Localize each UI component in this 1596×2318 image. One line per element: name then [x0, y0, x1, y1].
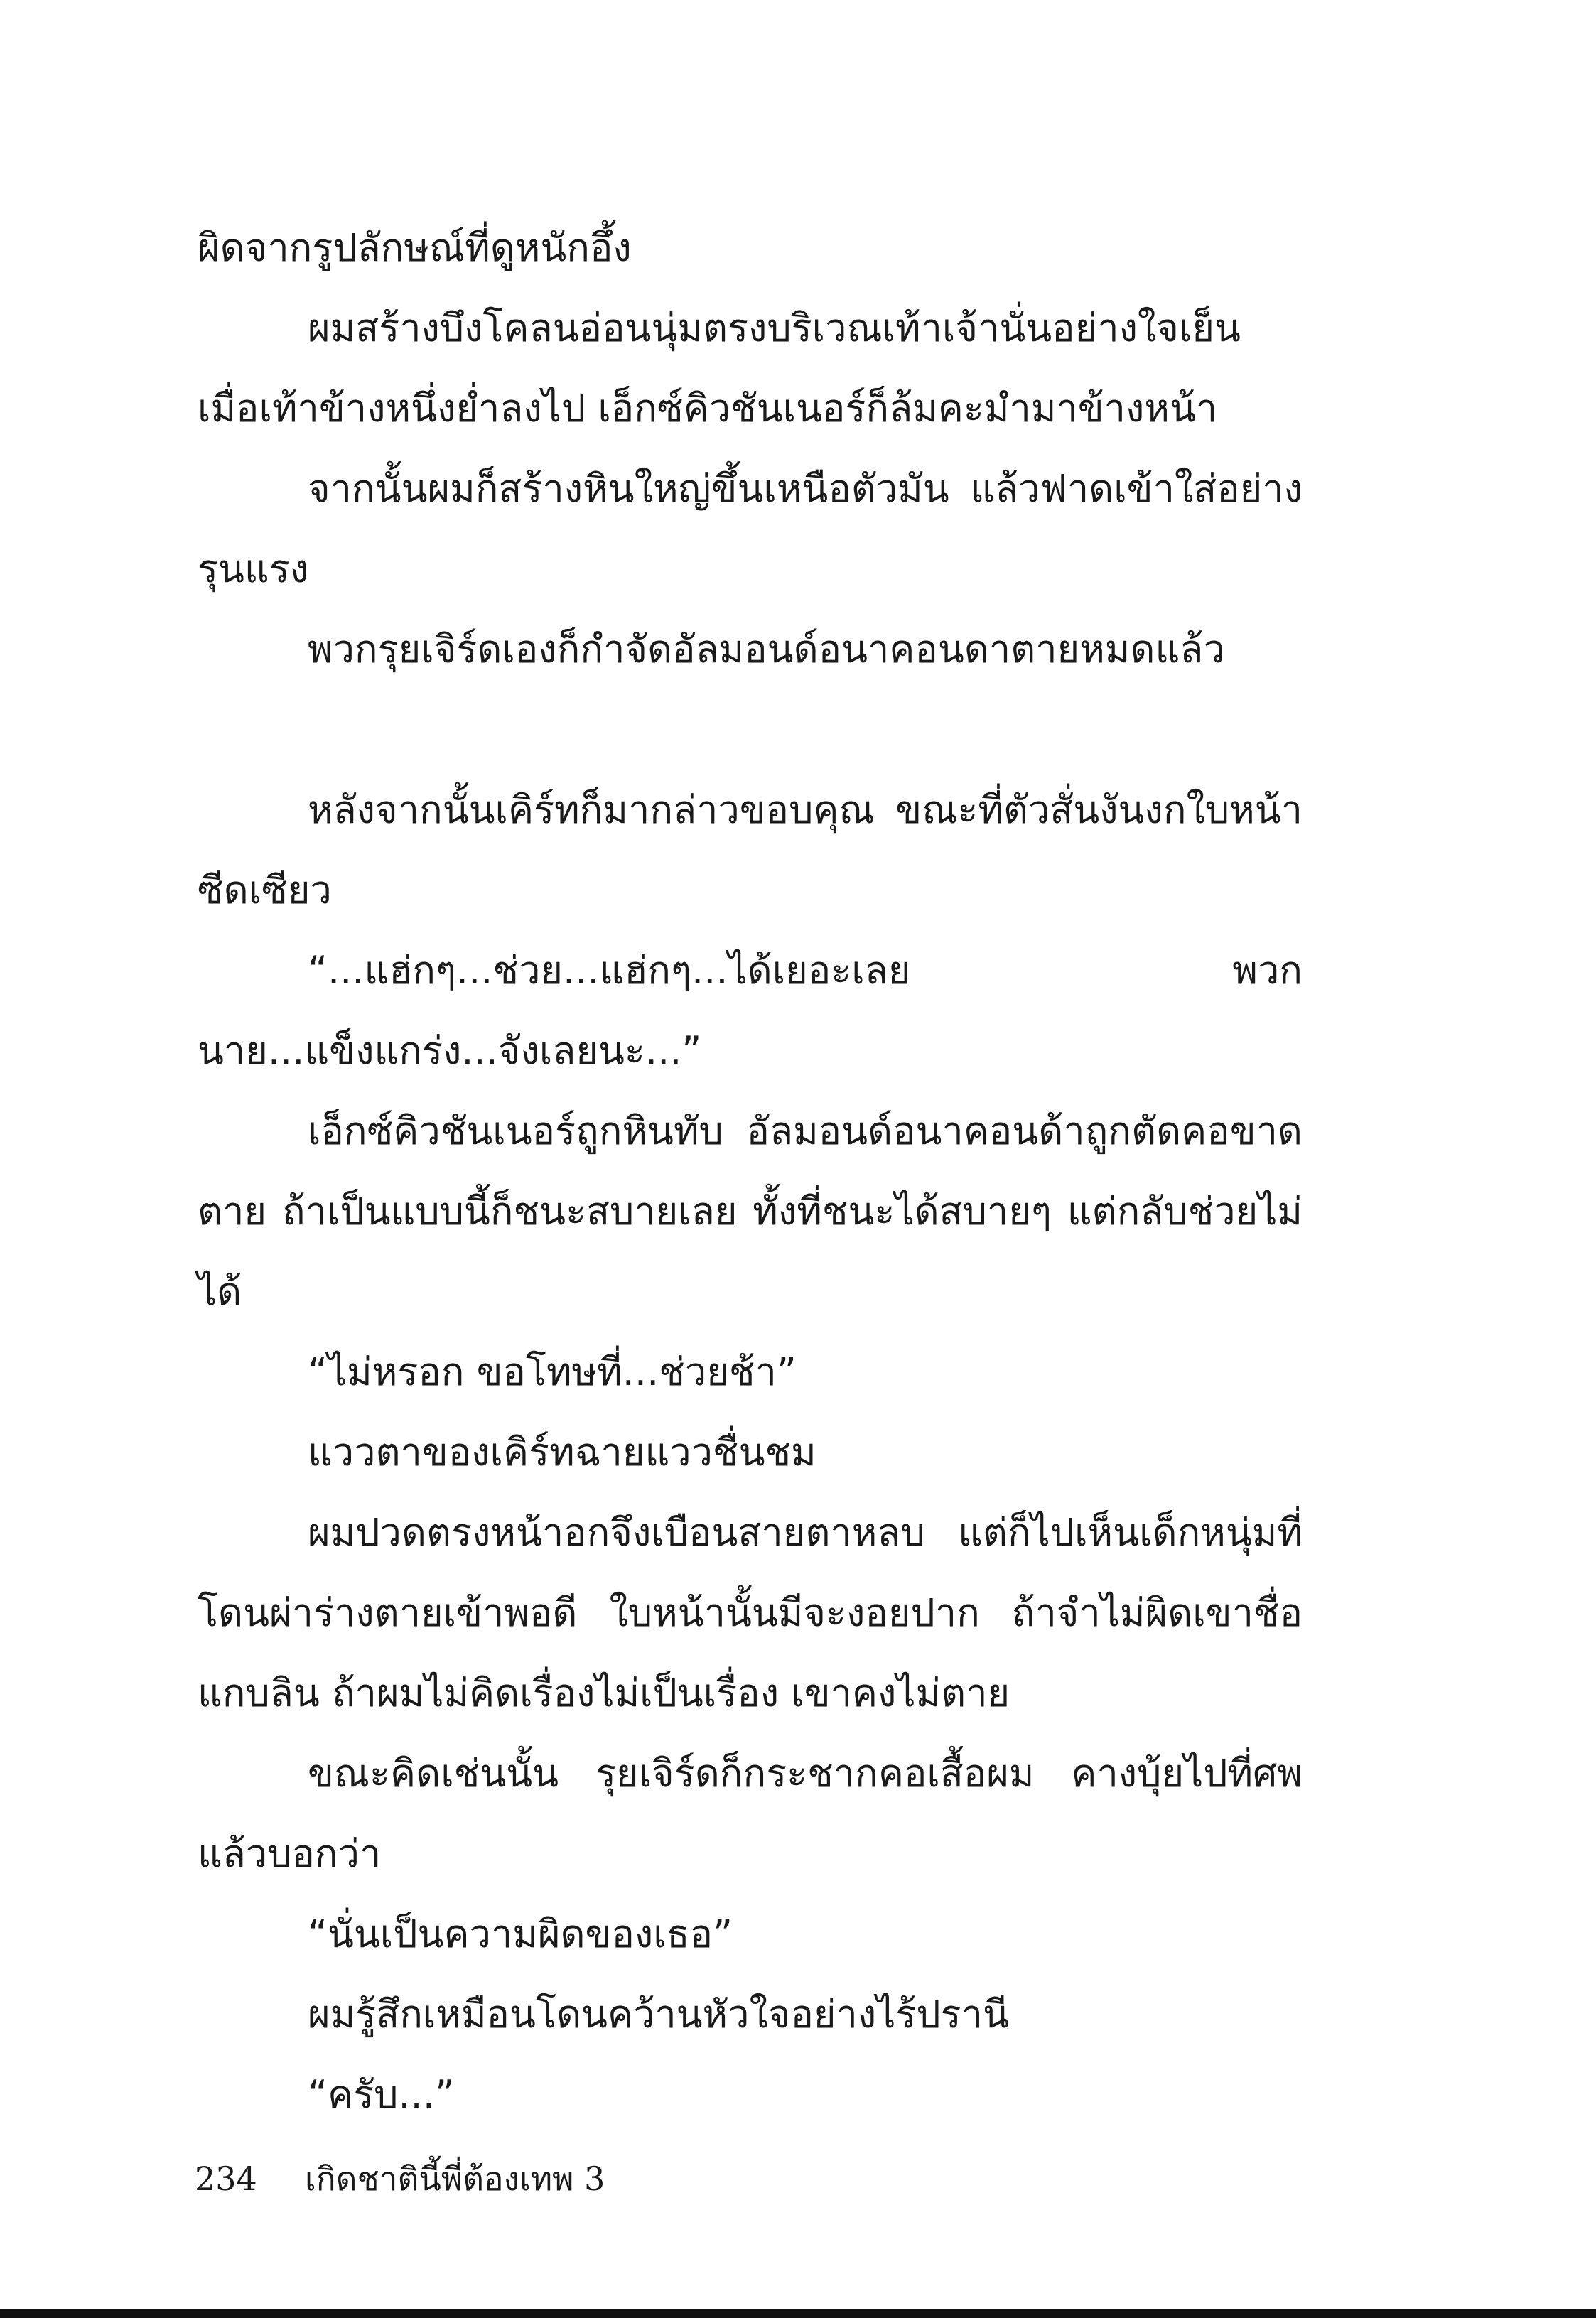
body-text: [198, 207, 1303, 2135]
page-number: 234: [195, 2160, 257, 2198]
paragraph: “...แฮ่กๆ...ช่วย...แฮ่กๆ...ได้เยอะเลย พวกนาย...แข็งแกร่ง...จังเลยนะ...”: [198, 948, 1303, 1073]
paragraph: หลังจากนั้นเคิร์ทก็มากล่าวขอบคุณ ขณะที่ตัวสั่นงันงกใบหน้าซีดเซียว: [198, 787, 1303, 912]
paragraph: ผิดจากรูปลักษณ์ที่ดูหนักอึ้ง: [198, 225, 632, 270]
page-footer: [195, 2153, 605, 2205]
paragraph: ผมรู้สึกเหมือนโดนคว้านหัวใจอย่างไร้ปรานี: [308, 1992, 1009, 2037]
paragraph: เอ็กซ์คิวชันเนอร์ถูกหินทับ อัลมอนด์อนาคอนด้าถูกตัดคอขาดตาย ถ้าเป็นแบบนี้ก็ชนะสบายเลย ทั้งที่ชนะได้สบายๆ แต่กลับช่วยไม่ได้: [198, 1109, 1303, 1314]
paragraph: ผมปวดตรงหน้าอกจึงเบือนสายตาหลบ แต่ก็ไปเห็นเด็กหนุ่มที่โดนผ่าร่างตายเข้าพอดี ใบหน้านั้นมีจะงอยปาก ถ้าจำไม่ผิดเขาชื่อแกบลิน ถ้าผมไม่คิดเรื่องไม่เป็นเรื่อง เขาคงไม่ตาย: [198, 1510, 1303, 1715]
paragraph: ผมสร้างบึงโคลนอ่อนนุ่มตรงบริเวณเท้าเจ้านั่นอย่างใจเย็น เมื่อเท้าข้างหนึ่งย่ำลงไป เอ็กซ์คิวชันเนอร์ก็ล้มคะมำมาข้างหน้า: [198, 306, 1241, 431]
bottom-border: [0, 2309, 1596, 2318]
paragraph: จากนั้นผมก็สร้างหินใหญ่ขึ้นเหนือตัวมัน แล้วฟาดเข้าใส่อย่างรุนแรง: [198, 466, 1303, 591]
paragraph: แววตาของเคิร์ทฉายแววชื่นชม: [308, 1430, 816, 1475]
paragraph: ขณะคิดเช่นนั้น รุยเจิร์ดก็กระชากคอเสื้อผม คางบุ้ยไปที่ศพแล้วบอกว่า: [198, 1751, 1303, 1876]
paragraph: “นั่นเป็นความผิดของเธอ”: [308, 1912, 733, 1956]
paragraph: “ครับ...”: [308, 2072, 455, 2117]
book-title: เกิดชาตินี้พี่ต้องเทพ 3: [305, 2160, 605, 2198]
paragraph: “ไม่หรอก ขอโทษที่...ช่วยช้า”: [308, 1349, 797, 1394]
paragraph: พวกรุยเจิร์ดเองก็กำจัดอัลมอนด์อนาคอนดาตายหมดแล้ว: [308, 627, 1225, 672]
